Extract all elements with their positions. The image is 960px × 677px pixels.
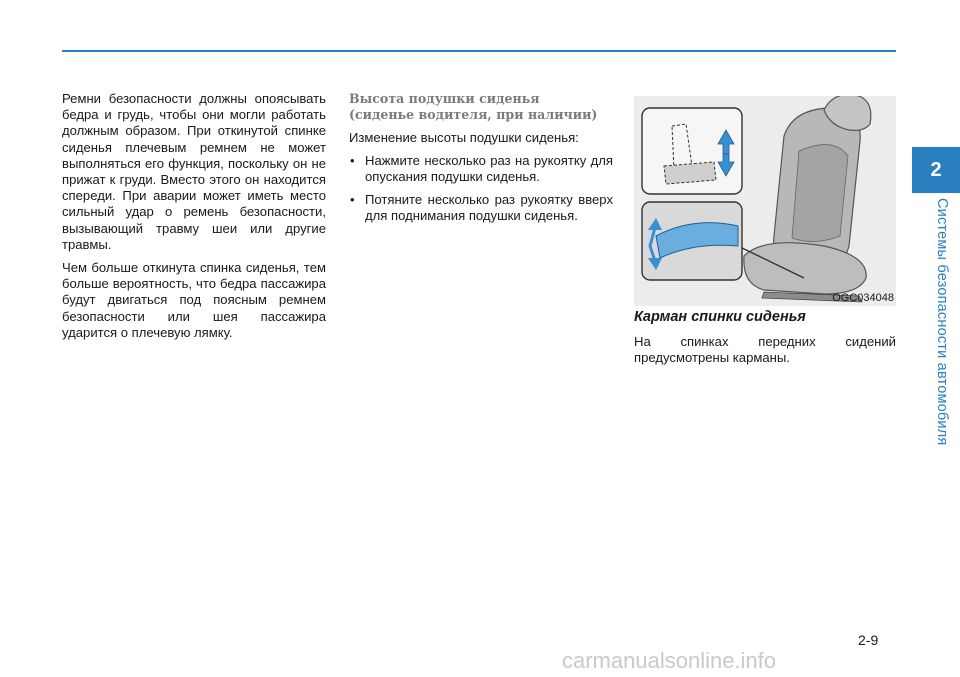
section-heading bbox=[349, 91, 613, 123]
bullet-icon: • bbox=[350, 191, 355, 207]
intro-text: Изменение высоты подушки сиденья: bbox=[349, 130, 579, 145]
middle-column bbox=[349, 91, 613, 230]
watermark: carmanualsonline.info bbox=[562, 648, 777, 673]
heading-line-2: (сиденье водителя, при наличии) bbox=[349, 107, 598, 122]
list-item bbox=[349, 153, 613, 185]
right-column bbox=[634, 308, 896, 373]
seat-drawing bbox=[634, 96, 896, 306]
chapter-title: Системы безопасности автомобиля bbox=[934, 198, 950, 446]
chapter-number: 2 bbox=[930, 158, 942, 181]
seat-illustration bbox=[634, 96, 896, 306]
figure-code: OGC034048 bbox=[832, 292, 894, 304]
list-item bbox=[349, 192, 613, 224]
top-rule bbox=[62, 50, 896, 52]
chapter-tab bbox=[912, 147, 960, 193]
left-column bbox=[62, 91, 326, 348]
section-title: Карман спинки сиденья bbox=[634, 309, 806, 325]
paragraph: На спинках передних сидений предусмотрены карманы. bbox=[634, 334, 896, 366]
heading-line-1: Высота подушки сиденья bbox=[349, 91, 540, 106]
list-item-text: Нажмите несколько раз на рукоятку для опускания подушки сиденья. bbox=[365, 153, 613, 185]
page-number: 2-9 bbox=[858, 632, 879, 648]
paragraph: Чем больше откинута спинка сиденья, тем больше вероятность, что бедра пассажира будут двигаться под поясным ремнем безопасности или шея пассажира ударится о плечевую лямку. bbox=[62, 260, 326, 340]
paragraph: Ремни безопасности должны опоясывать бедра и грудь, чтобы они могли работать должным образом. При откинутой спинке сиденья плечевым ремнем не может выполняться его функция, поскольку он не прижат к груди. Вместо этого он находится спереди. При аварии может иметь место сильный удар о ремень безопасности, вызывающий травму шеи или другие травмы. bbox=[62, 91, 326, 252]
list-item-text: Потяните несколько раз рукоятку вверх для поднимания подушки сиденья. bbox=[365, 191, 613, 223]
bullet-icon: • bbox=[350, 153, 355, 169]
